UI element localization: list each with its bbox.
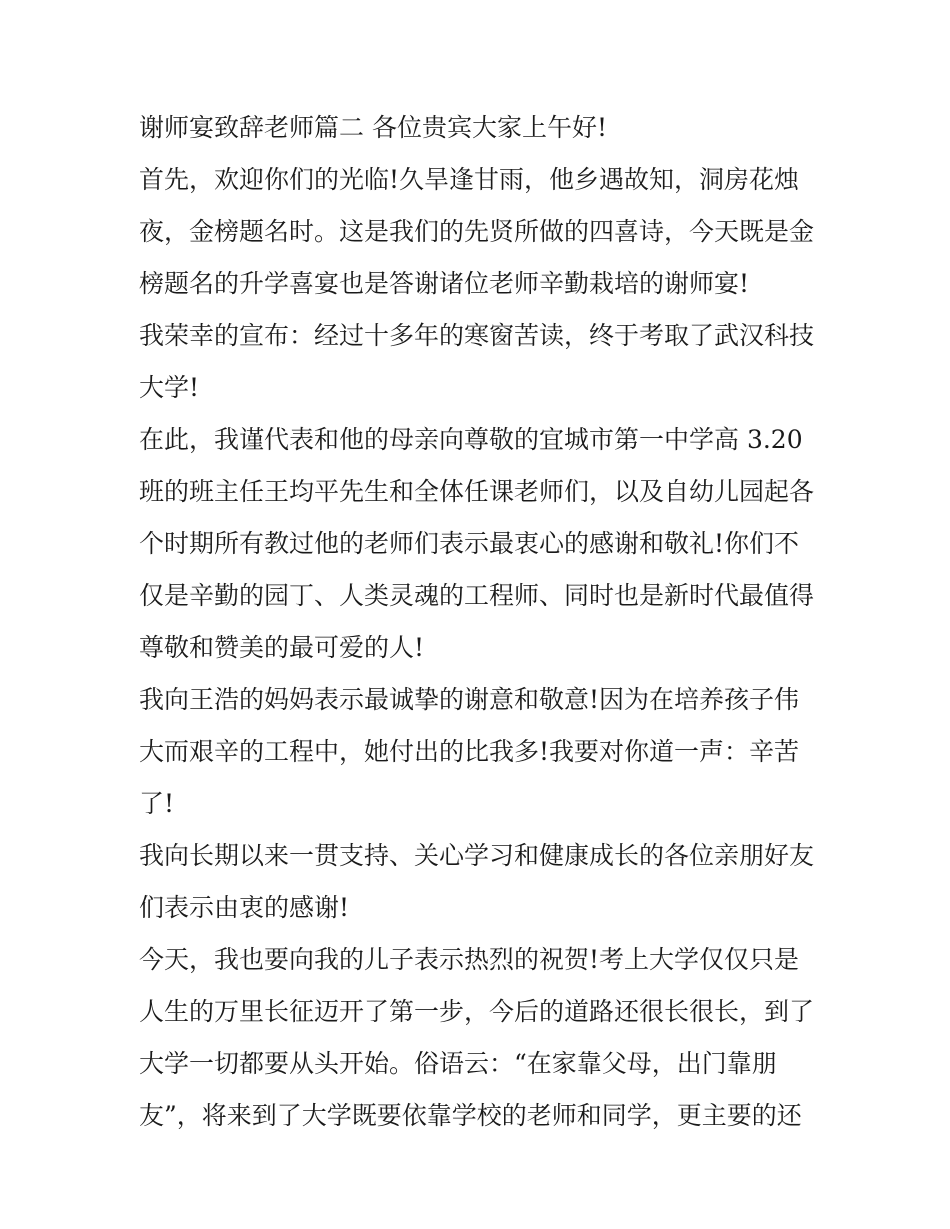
text-line-11: 尊敬和赞美的最可爱的人! [139,633,425,662]
text-line-12: 我向王浩的妈妈表示最诚挚的谢意和敬意!因为在培养孩子伟 [139,685,800,714]
text-line-20: 友”，将来到了大学既要依靠学校的老师和同学，更主要的还 [139,1101,802,1130]
text-line-13: 大而艰辛的工程中，她付出的比我多!我要对你道一声：辛苦 [139,737,800,766]
text-line-3: 夜，金榜题名时。这是我们的先贤所做的四喜诗，今天既是金 [139,217,815,246]
text-line-7: 在此，我谨代表和他的母亲向尊敬的宜城市第一中学高 3.20 [139,425,803,454]
text-line-1: 谢师宴致辞老师篇二 各位贵宾大家上午好! [139,113,607,142]
text-line-8: 班的班主任王均平先生和全体任课老师们，以及自幼儿园起各 [139,477,815,506]
text-line-6: 大学! [139,373,200,402]
text-line-14: 了! [139,789,175,818]
text-line-10: 仅是辛勤的园丁、人类灵魂的工程师、同时也是新时代最值得 [139,581,815,610]
text-line-9: 个时期所有教过他的老师们表示最衷心的感谢和敬礼!你们不 [139,529,800,558]
text-line-5: 我荣幸的宣布：经过十多年的寒窗苦读，终于考取了武汉科技 [139,321,815,350]
text-line-19: 大学一切都要从头开始。俗语云：“在家靠父母，出门靠朋 [139,1049,777,1078]
text-line-2: 首先，欢迎你们的光临!久旱逢甘雨，他乡遇故知，洞房花烛 [139,165,800,194]
text-line-15: 我向长期以来一贯支持、关心学习和健康成长的各位亲朋好友 [139,841,815,870]
text-line-16: 们表示由衷的感谢! [139,893,350,922]
text-line-4: 榜题名的升学喜宴也是答谢诸位老师辛勤栽培的谢师宴! [139,269,750,298]
text-line-17: 今天，我也要向我的儿子表示热烈的祝贺!考上大学仅仅只是 [139,945,800,974]
text-line-18: 人生的万里长征迈开了第一步，今后的道路还很长很长，到了 [139,997,815,1026]
